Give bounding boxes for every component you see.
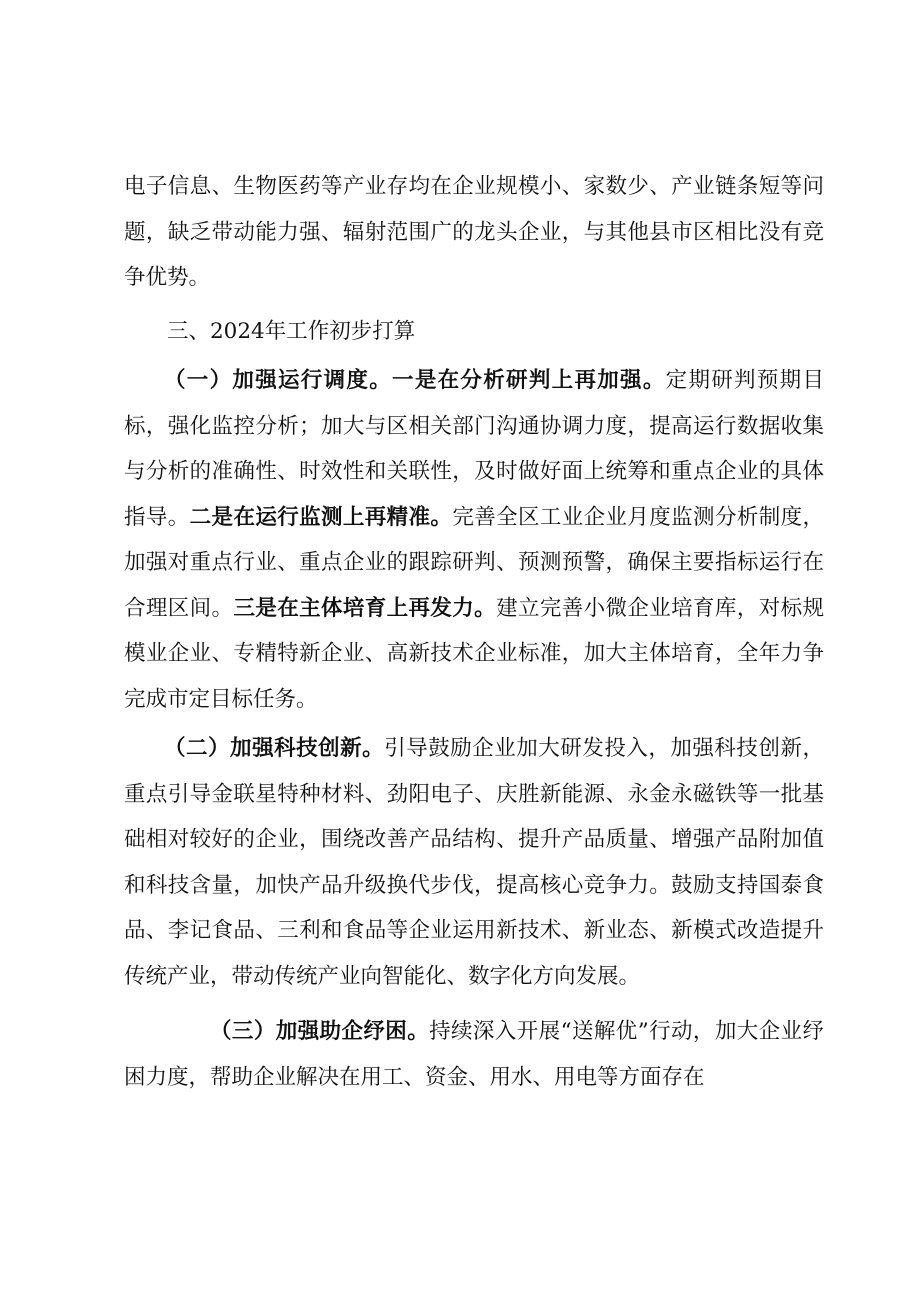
continuation-paragraph: 电子信息、生物医药等产业存均在企业规模小、家数少、产业链条短等问题，缺乏带动能力强、辐射范围广的龙头企业，与其他县市区相比没有竞争优势。: [124, 174, 824, 290]
section-heading: 三、2024年工作初步打算: [167, 318, 416, 344]
para1-title: （一）加强运行调度。: [164, 368, 393, 393]
para1-text2: 完善全区工业企业月度监测分析制度，加强对重点行业、重点企业的跟踪研判、预测预警，确保主要指标运行在合理区间。: [124, 504, 824, 621]
paragraph-enterprise-relief: [124, 1009, 824, 1100]
para1-text1: 定期研判预期目标，强化监控分析；加大与区相关部门沟通协调力度，提高运行数据收集与分析的准确性、时效性和关联性，及时做好面上统筹和重点企业的具体指导。: [124, 368, 824, 530]
paragraph-tech-innovation: [124, 726, 824, 999]
para3-text: 持续深入开展“送解优”行动，加大企业纾困力度，帮助企业解决在用工、资金、用水、用电等方面存在: [124, 1019, 824, 1090]
para2-title: （二）加强科技创新。: [164, 736, 385, 761]
document-body: [124, 164, 824, 1100]
para1-text3: 建立完善小微企业培育库，对标规模业企业、专精特新企业、高新技术企业标准，加大主体培育，全年力争完成市定目标任务。: [124, 595, 824, 712]
para1-lead1: 一是在分析研判上再加强。: [392, 368, 666, 393]
para2-text: 引导鼓励企业加大研发投入，加强科技创新，重点引导金联星特种材料、劲阳电子、庆胜新能源、永金永磁铁等一批基础相对较好的企业，围绕改善产品结构、提升产品质量、增强产品附加值和科技含量，加快产品升级换代步伐，提高核心竞争力。鼓励支持国泰食品、李记食品、三利和食品等企业运用新技术、新业态、新模式改造提升传统产业，带动传统产业向智能化、数字化方向发展。: [124, 736, 824, 989]
paragraph-run-dispatch: [124, 358, 824, 722]
para1-lead2: 二是在运行监测上再精准。: [189, 504, 453, 530]
para3-title: （三）加强助企纾困。: [210, 1019, 430, 1044]
para1-lead3: 三是在主体培育上再发力。: [233, 595, 497, 621]
